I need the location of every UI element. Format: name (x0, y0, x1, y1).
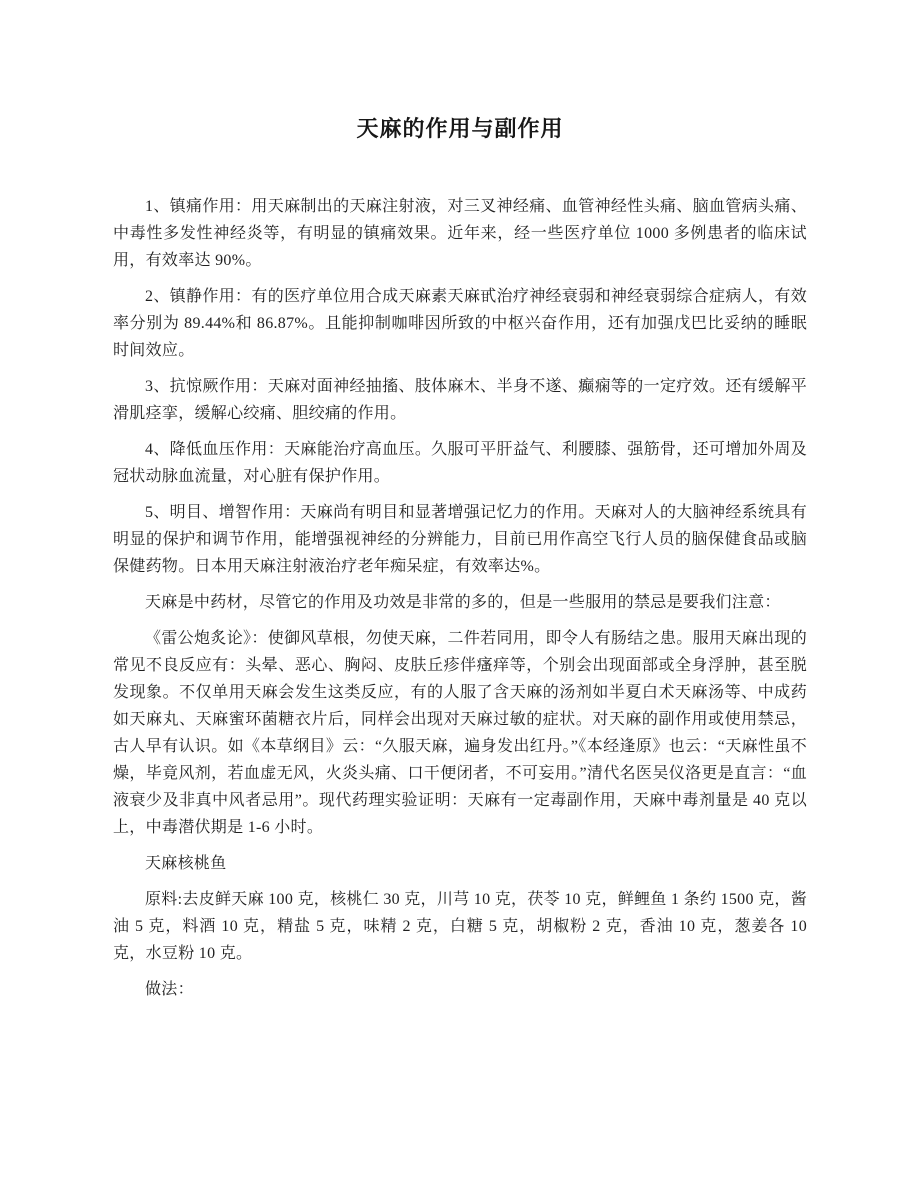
paragraph-effect-5-eyesight-memory: 5、明目、增智作用：天麻尚有明目和显著增强记忆力的作用。天麻对人的大脑神经系统具有明显的保护和调节作用，能增强视神经的分辨能力，目前已用作高空飞行人员的脑保健食品或脑保健药物。日本用天麻注射液治疗老年痴呆症，有效率达%。 (113, 504, 807, 575)
paragraph-effect-3-anticonvulsant: 3、抗惊厥作用：天麻对面神经抽搐、肢体麻木、半身不遂、癫痫等的一定疗效。还有缓解平滑肌痉挛，缓解心绞痛、胆绞痛的作用。 (113, 378, 807, 422)
document-title: 天麻的作用与副作用 (356, 116, 564, 141)
paragraph-recipe-name: 天麻核桃鱼 (145, 855, 227, 872)
paragraph-effect-2-sedative: 2、镇静作用：有的医疗单位用合成天麻素天麻甙治疗神经衰弱和神经衰弱综合症病人，有效率分别为 89.44%和 86.87%。且能抑制咖啡因所致的中枢兴奋作用，还有加强戊巴比妥纳的睡眠时间效应。 (113, 288, 807, 359)
paragraph-recipe-method-label: 做法： (145, 981, 194, 998)
paragraph-side-effects-detail: 《雷公炮炙论》：使御风草根，勿使天麻，二件若同用，即令人有肠结之患。服用天麻出现的常见不良反应有：头晕、恶心、胸闷、皮肤丘疹伴瘙痒等，个别会出现面部或全身浮肿，甚至脱发现象。不仅单用天麻会发生这类反应，有的人服了含天麻的汤剂如半夏白术天麻汤等、中成药如天麻丸、天麻蜜环菌糖衣片后，同样会出现对天麻过敏的症状。对天麻的副作用或使用禁忌，古人早有认识。如《本草纲目》云：“久服天麻，遍身发出红丹。”《本经逢原》也云：“天麻性虽不燥，毕竟风剂，若血虚无风，火炎头痛、口干便闭者，不可妄用。”清代名医吴仪洛更是直言：“血液衰少及非真中风者忌用”。现代药理实验证明：天麻有一定毒副作用，天麻中毒剂量是 40 克以上，中毒潜伏期是 1-6 小时。 (113, 630, 807, 836)
paragraph-recipe-ingredients: 原料:去皮鲜天麻 100 克，核桃仁 30 克，川芎 10 克，茯苓 10 克，鲜鲤鱼 1 条约 1500 克，酱油 5 克，料酒 10 克，精盐 5 克，味精 2 克，白糖 5 克，胡椒粉 2 克，香油 10 克，葱姜各 10 克，水豆粉 10 克。 (113, 891, 807, 962)
document-body (113, 193, 807, 1003)
paragraph-effect-1-analgesic: 1、镇痛作用：用天麻制出的天麻注射液，对三叉神经痛、血管神经性头痛、脑血管病头痛、中毒性多发性神经炎等，有明显的镇痛效果。近年来，经一些医疗单位 1000 多例患者的临床试用，有效率达 90%。 (113, 198, 807, 269)
paragraph-effect-4-blood-pressure: 4、降低血压作用：天麻能治疗高血压。久服可平肝益气、利腰膝、强筋骨，还可增加外周及冠状动脉血流量，对心脏有保护作用。 (113, 441, 807, 485)
paragraph-taboo-intro: 天麻是中药材，尽管它的作用及功效是非常的多的，但是一些服用的禁忌是要我们注意： (145, 594, 781, 611)
